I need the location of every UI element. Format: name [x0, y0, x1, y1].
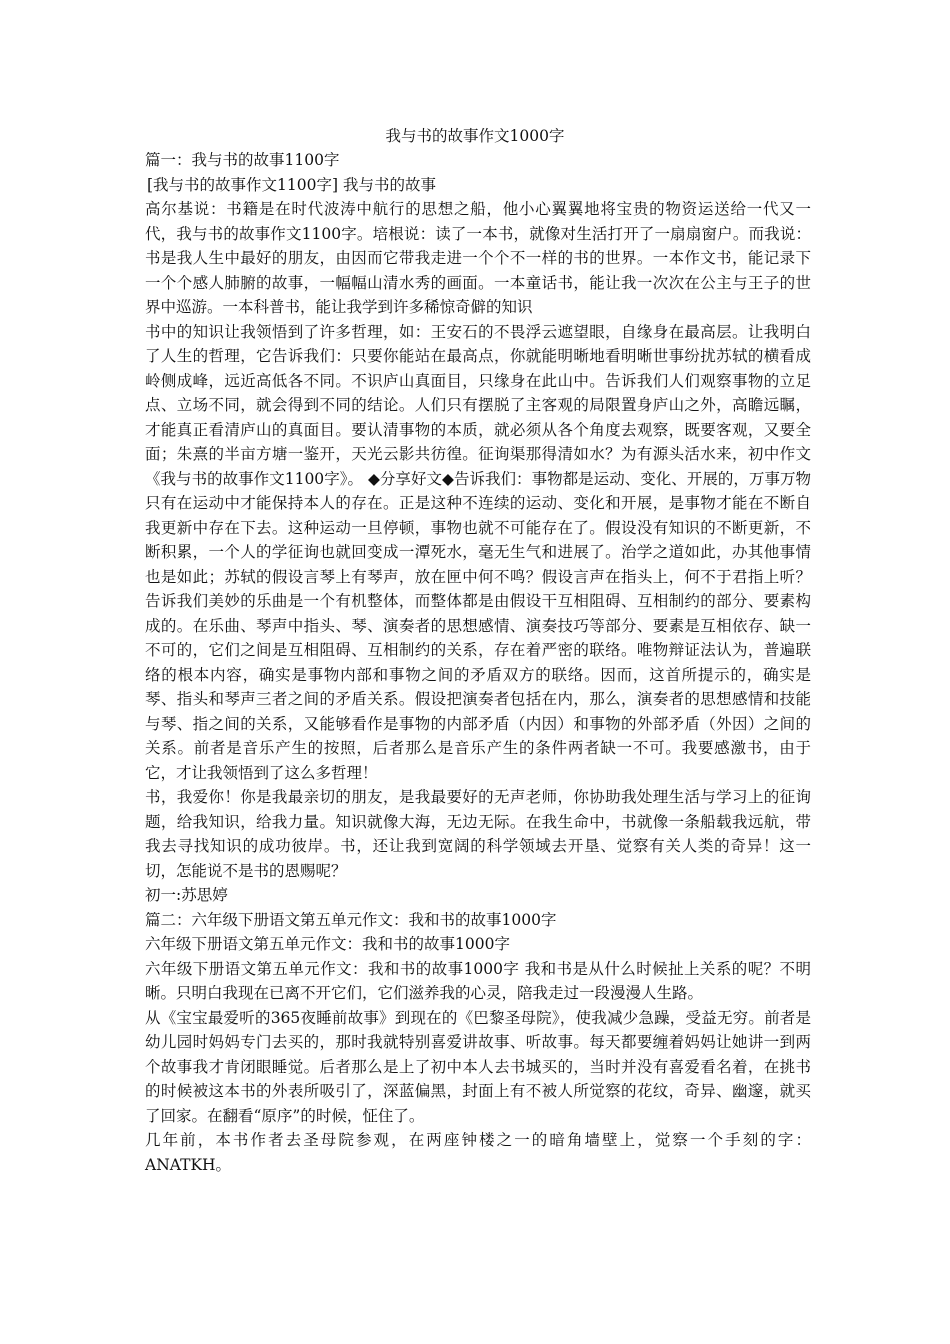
paragraph: 六年级下册语文第五单元作文：我和书的故事1000字 我和书是从什么时候扯上关系的呢？不明晰。只明白我现在已离不开它们，它们滋养我的心灵，陪我走过一段漫漫人生路。 — [145, 959, 811, 1002]
paragraph: 高尔基说：书籍是在时代波涛中航行的思想之船，他小心翼翼地将宝贵的物资运送给一代又一代，我与书的故事作文1100字。培根说：读了一本书，就像对生活打开了一扇扇窗户。而我说：书是我人生中最好的朋友，由因而它带我走进一个个不一样的书的世界。一本作文书，能记录下一个个感人肺腑的故事，一幅幅山清水秀的画面。一本童话书，能让我一次次在公主与王子的世界中巡游。一本科普书，能让我学到许多稀惊奇僻的知识 — [145, 200, 811, 316]
document-body — [145, 148, 811, 1177]
paragraph: 六年级下册语文第五单元作文：我和书的故事1000字 — [145, 935, 510, 953]
paragraph: 初一:苏思婷 — [145, 886, 228, 904]
paragraph: 从《宝宝最爱听的365夜睡前故事》到现在的《巴黎圣母院》，使我减少急躁，受益无穷。前者是幼儿园时妈妈专门去买的，那时我就特别喜爱讲故事、听故事。每天都要缠着妈妈让她讲一到两个故事我才肯闭眼睡觉。后者那么是上了初中本人去书城买的，当时并没有喜爱看名着，在挑书的时候被这本书的外表所吸引了，深蓝偏黑，封面上有不被人所觉察的花纹，奇异、幽邃，就买了回家。在翻看“原序”的时候，怔住了。 — [145, 1008, 811, 1125]
paragraph: 书中的知识让我领悟到了许多哲理，如：王安石的不畏浮云遮望眼，自缘身在最高层。让我明白了人生的哲理，它告诉我们：只要你能站在最高点，你就能明晰地看明晰世事纷扰苏轼的横看成岭侧成峰，远近高低各不同。不识庐山真面目，只缘身在此山中。告诉我们人们观察事物的立足点、立场不同，就会得到不同的结论。人们只有摆脱了主客观的局限置身庐山之外，高瞻远瞩，才能真正看清庐山的真面目。要认清事物的本质，就必须从各个角度去观察，既要客观，又要全面；朱熹的半亩方塘一鉴开，天光云影共彷徨。征询渠那得清如水？为有源头活水来，初中作文《我与书的故事作文1100字》。 ◆分享好文◆告诉我们：事物都是运动、变化、开展的，万事万物只有在运动中才能保持本人的存在。正是这种不连续的运动、变化和开展，是事物才能在不断自我更新中存在下去。这种运动一旦停顿，事物也就不可能存在了。假设没有知识的不断更新，不断积累，一个人的学征询也就回变成一潭死水，毫无生气和进展了。治学之道如此，办其他事情也是如此；苏轼的假设言琴上有琴声，放在匣中何不鸣？假设言声在指头上，何不于君指上听？告诉我们美妙的乐曲是一个有机整体，而整体都是由假设干互相阻碍、互相制约的部分、要素构成的。在乐曲、琴声中指头、琴、演奏者的思想感情、演奏技巧等部分、要素是互相依存、缺一不可的，它们之间是互相阻碍、互相制约的关系，存在着严密的联络。唯物辩证法认为，普遍联络的根本内容，确实是事物内部和事物之间的矛盾双方的联络。因而，这首所提示的，确实是琴、指头和琴声三者之间的矛盾关系。假设把演奏者包括在内，那么，演奏者的思想感情和技能与琴、指之间的关系，又能够看作是事物的内部矛盾（内因）和事物的外部矛盾（外因）之间的关系。前者是音乐产生的按照，后者那么是音乐产生的条件两者缺一不可。我要感激书，由于它，才让我领悟到了这么多哲理！ — [145, 322, 811, 782]
paragraph: [我与书的故事作文1100字] 我与书的故事 — [147, 175, 436, 194]
paragraph: 几年前，本书作者去圣母院参观，在两座钟楼之一的暗角墙壁上，觉察一个手刻的字：ANATKH。 — [145, 1131, 811, 1174]
paragraph: 书，我爱你！你是我最亲切的朋友，是我最要好的无声老师，你协助我处理生活与学习上的征询题，给我知识，给我力量。知识就像大海，无边无际。在我生命中，书就像一条船载我远航，带我去寻找知识的成功彼岸。书，还让我到宽阔的科学领域去开垦、觉察有关人类的奇异！这一切，怎能说不是书的恩赐呢？ — [145, 788, 811, 880]
paragraph: 篇一：我与书的故事1100字 — [145, 151, 340, 169]
document-title: 我与书的故事作文1000字 — [385, 127, 565, 145]
paragraph: 篇二：六年级下册语文第五单元作文：我和书的故事1000字 — [145, 910, 557, 929]
